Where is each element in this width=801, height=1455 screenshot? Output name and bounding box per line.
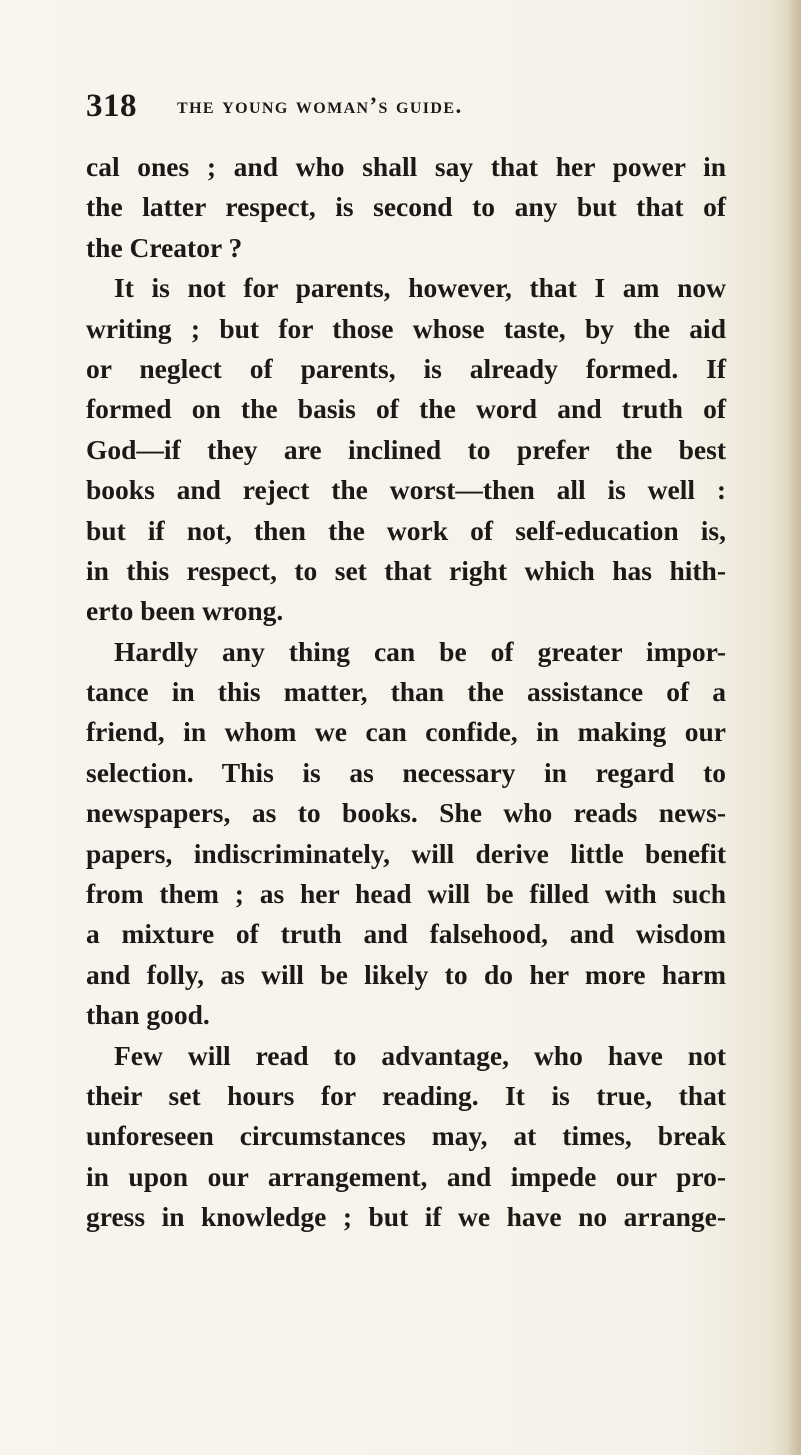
text-line: Few will read to advantage, who have not — [114, 1039, 726, 1071]
page-number: 318 — [86, 88, 137, 124]
text-line: writing ; but for those whose taste, by the aid — [86, 312, 726, 344]
running-head: the young woman’s guide. — [177, 93, 463, 118]
text-line: gress in knowledge ; but if we have no arrange- — [86, 1201, 726, 1233]
text-line: a mixture of truth and falsehood, and wisdom — [86, 918, 726, 950]
text-line: than good. — [86, 999, 210, 1031]
text-line: erto been wrong. — [86, 595, 284, 627]
text-line: tance in this matter, than the assistance of a — [86, 676, 726, 708]
text-line: Hardly any thing can be of greater impor- — [114, 635, 726, 667]
text-line: but if not, then the work of self-education is, — [86, 514, 726, 546]
text-line: books and reject the worst—then all is well : — [86, 474, 726, 506]
text-line: from them ; as her head will be filled with such — [86, 878, 726, 910]
text-line: the latter respect, is second to any but that of — [86, 191, 726, 223]
text-line: in this respect, to set that right which has hith- — [86, 554, 726, 586]
text-line: or neglect of parents, is already formed. If — [86, 352, 726, 384]
page-header — [86, 88, 726, 128]
text-line: the Creator ? — [86, 231, 243, 263]
text-line: friend, in whom we can confide, in making our — [86, 716, 726, 748]
text-line: God—if they are inclined to prefer the best — [86, 433, 726, 465]
text-line: cal ones ; and who shall say that her power in — [86, 151, 726, 182]
text-line: and folly, as will be likely to do her more harm — [86, 958, 726, 990]
text-line: their set hours for reading. It is true, that — [86, 1079, 726, 1111]
text-line: papers, indiscriminately, will derive little benefit — [86, 837, 726, 869]
text-line: newspapers, as to books. She who reads news- — [86, 797, 726, 829]
page-edge-shadow — [787, 0, 801, 1455]
text-line: in upon our arrangement, and impede our pro- — [86, 1160, 726, 1192]
text-line: It is not for parents, however, that I am now — [114, 272, 726, 304]
body-text — [86, 147, 726, 1238]
text-line: formed on the basis of the word and truth of — [86, 393, 726, 425]
text-line: unforeseen circumstances may, at times, break — [86, 1120, 726, 1152]
text-line: selection. This is as necessary in regard to — [86, 756, 726, 788]
